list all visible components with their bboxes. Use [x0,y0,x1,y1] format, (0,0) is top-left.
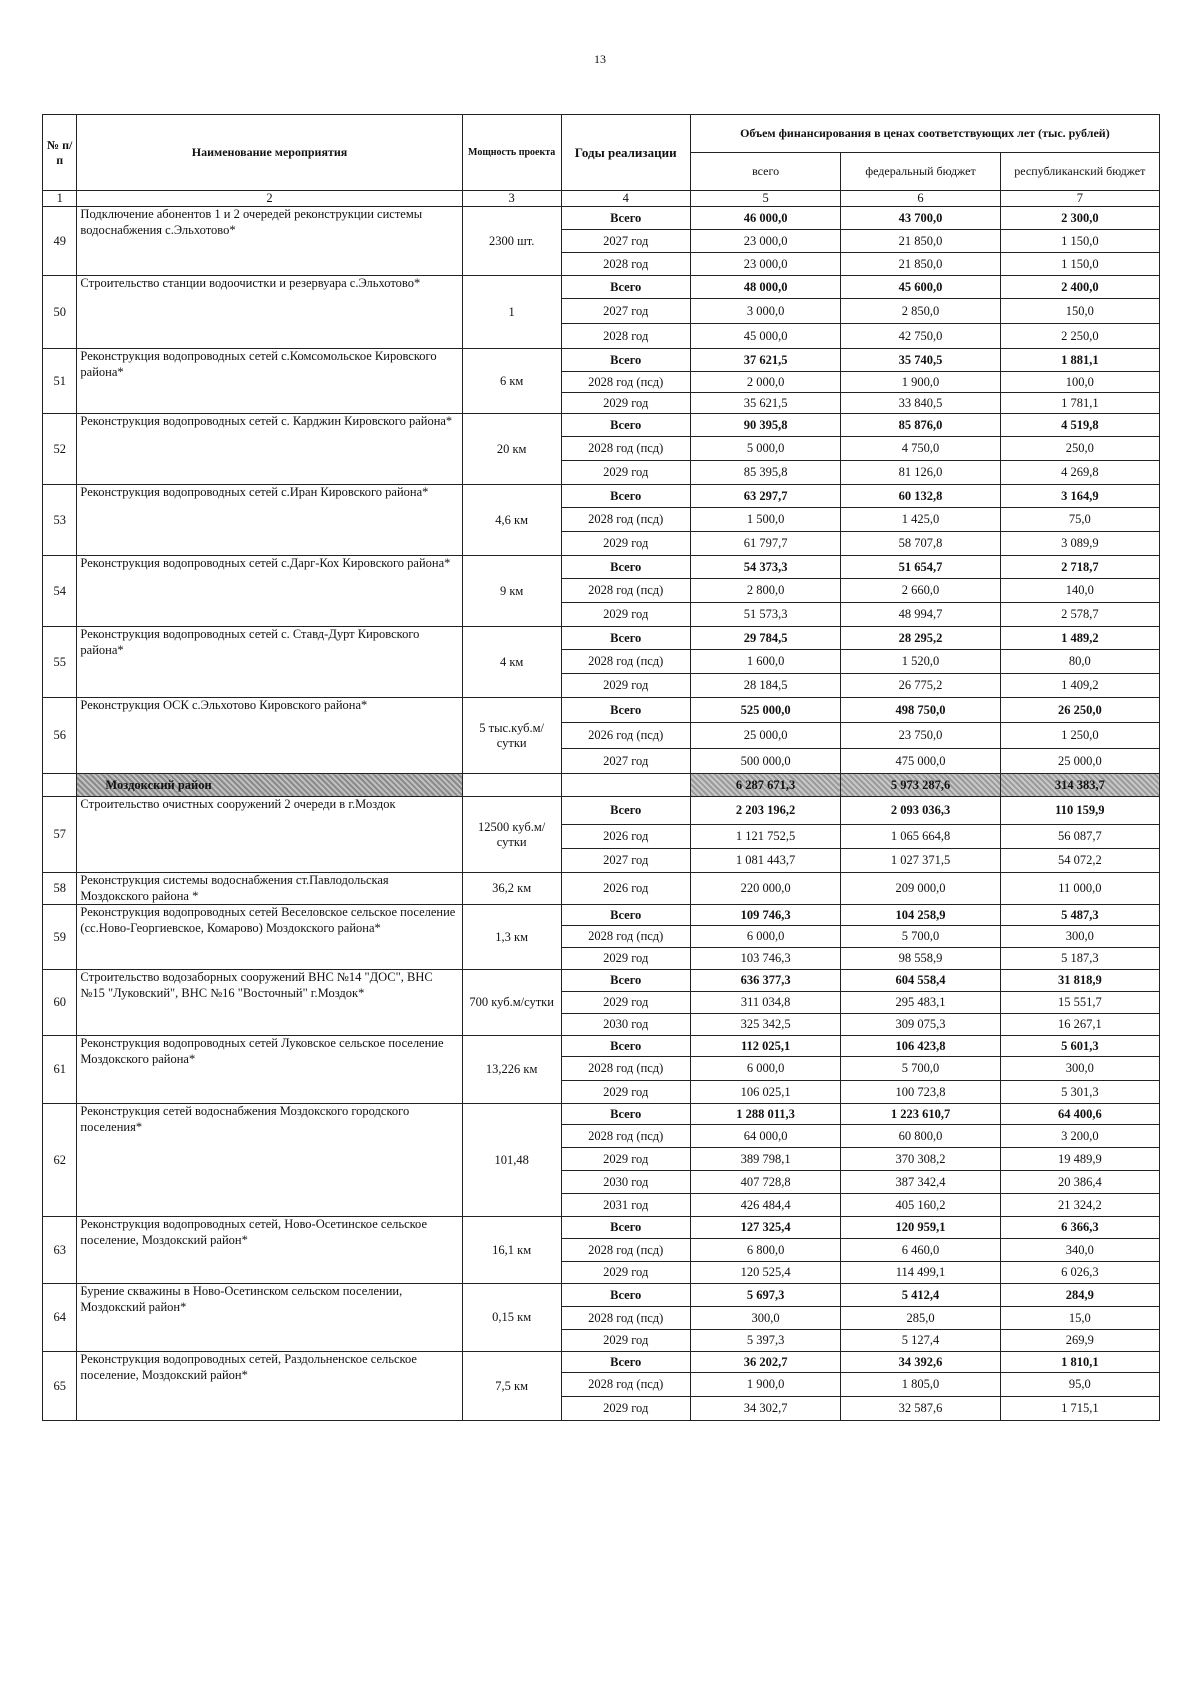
project-name: Реконструкция системы водоснабжения ст.Павлодольская Моздокского района * [77,873,462,905]
federal-cell: 32 587,6 [841,1397,1000,1421]
republic-cell: 20 386,4 [1000,1171,1159,1194]
year-cell: 2028 год (псд) [561,579,690,603]
table-row [43,1284,1160,1307]
table-row [43,1104,1160,1125]
column-index-row [43,191,1160,207]
total-cell: 525 000,0 [690,698,841,723]
project-number: 62 [43,1104,77,1217]
year-cell: 2027 год [561,749,690,774]
project-capacity: 2300 шт. [462,207,561,276]
project-capacity: 13,226 км [462,1036,561,1104]
year-cell: 2028 год (псд) [561,1373,690,1397]
year-cell: 2028 год (псд) [561,1307,690,1330]
project-name: Реконструкция ОСК с.Эльхотово Кировского района* [77,698,462,774]
year-cell: 2030 год [561,1171,690,1194]
federal-cell: 120 959,1 [841,1217,1000,1239]
total-cell: 325 342,5 [690,1014,841,1036]
total-cell: 1 121 752,5 [690,825,841,849]
header-capacity: Мощность проекта [462,115,561,191]
federal-cell: 114 499,1 [841,1262,1000,1284]
republic-cell: 2 400,0 [1000,276,1159,299]
project-capacity: 1 [462,276,561,349]
table-row [43,1352,1160,1373]
federal-cell: 26 775,2 [841,674,1000,698]
republic-cell: 6 366,3 [1000,1217,1159,1239]
header-total: всего [690,153,841,191]
total-cell: 103 746,3 [690,948,841,970]
page-number: 13 [594,52,606,66]
republic-cell: 15,0 [1000,1307,1159,1330]
header-years: Годы реализации [561,115,690,191]
year-cell: Всего [561,797,690,825]
total-cell: 90 395,8 [690,414,841,437]
project-capacity: 6 км [462,349,561,414]
project-capacity: 12500 куб.м/сутки [462,797,561,873]
republic-cell: 140,0 [1000,579,1159,603]
project-number: 64 [43,1284,77,1352]
year-cell: Всего [561,1284,690,1307]
project-capacity: 0,15 км [462,1284,561,1352]
total-cell: 23 000,0 [690,253,841,276]
year-cell: 2029 год [561,1081,690,1104]
republic-cell: 300,0 [1000,926,1159,948]
project-name: Реконструкция водопроводных сетей с.Комсомольское Кировского района* [77,349,462,414]
district-years-cell [561,774,690,797]
year-cell: 2028 год [561,324,690,349]
total-cell: 5 397,3 [690,1330,841,1352]
republic-cell: 80,0 [1000,650,1159,674]
project-number: 51 [43,349,77,414]
federal-cell: 2 850,0 [841,299,1000,324]
total-cell: 48 000,0 [690,276,841,299]
year-cell: 2028 год (псд) [561,1239,690,1262]
column-index: 4 [561,191,690,207]
column-index: 5 [690,191,841,207]
republic-cell: 300,0 [1000,1057,1159,1081]
year-cell: 2028 год (псд) [561,926,690,948]
project-number: 55 [43,627,77,698]
header-federal: федеральный бюджет [841,153,1000,191]
header-name: Наименование мероприятия [77,115,462,191]
total-cell: 6 000,0 [690,926,841,948]
republic-cell: 3 164,9 [1000,485,1159,508]
federal-cell: 1 520,0 [841,650,1000,674]
federal-cell: 34 392,6 [841,1352,1000,1373]
project-name: Бурение скважины в Ново-Осетинском сельском поселении, Моздокский район* [77,1284,462,1352]
project-number: 50 [43,276,77,349]
district-federal: 5 973 287,6 [841,774,1000,797]
header-num: № п/п [43,115,77,191]
federal-cell: 5 700,0 [841,926,1000,948]
year-cell: 2029 год [561,1397,690,1421]
project-name: Подключение абонентов 1 и 2 очередей реконструкции системы водоснабжения с.Эльхотово* [77,207,462,276]
year-cell: 2029 год [561,461,690,485]
republic-cell: 1 150,0 [1000,253,1159,276]
republic-cell: 1 810,1 [1000,1352,1159,1373]
table-row [43,873,1160,905]
table-row [43,276,1160,299]
year-cell: 2029 год [561,393,690,414]
total-cell: 36 202,7 [690,1352,841,1373]
republic-cell: 5 601,3 [1000,1036,1159,1057]
federal-cell: 100 723,8 [841,1081,1000,1104]
republic-cell: 1 781,1 [1000,393,1159,414]
republic-cell: 1 250,0 [1000,723,1159,749]
year-cell: 2029 год [561,532,690,556]
republic-cell: 5 487,3 [1000,905,1159,926]
total-cell: 220 000,0 [690,873,841,905]
republic-cell: 64 400,6 [1000,1104,1159,1125]
republic-cell: 21 324,2 [1000,1194,1159,1217]
year-cell: 2028 год (псд) [561,650,690,674]
project-capacity: 7,5 км [462,1352,561,1421]
total-cell: 3 000,0 [690,299,841,324]
total-cell: 5 697,3 [690,1284,841,1307]
total-cell: 35 621,5 [690,393,841,414]
federal-cell: 85 876,0 [841,414,1000,437]
project-name: Строительство станции водоочистки и резервуара с.Эльхотово* [77,276,462,349]
project-number: 57 [43,797,77,873]
total-cell: 28 184,5 [690,674,841,698]
total-cell: 109 746,3 [690,905,841,926]
table-row [43,485,1160,508]
republic-cell: 11 000,0 [1000,873,1159,905]
year-cell: Всего [561,627,690,650]
project-name: Реконструкция водопроводных сетей с. Карджин Кировского района* [77,414,462,485]
federal-cell: 498 750,0 [841,698,1000,723]
table-row [43,698,1160,723]
project-name: Реконструкция водопроводных сетей Веселовское сельское поселение (сс.Ново-Георгиевское, Комарово) Моздокского района* [77,905,462,970]
federal-cell: 387 342,4 [841,1171,1000,1194]
year-cell: Всего [561,1036,690,1057]
table-row [43,627,1160,650]
total-cell: 500 000,0 [690,749,841,774]
project-name: Реконструкция водопроводных сетей с.Иран Кировского района* [77,485,462,556]
year-cell: 2028 год (псд) [561,372,690,393]
republic-cell: 2 578,7 [1000,603,1159,627]
total-cell: 45 000,0 [690,324,841,349]
republic-cell: 2 300,0 [1000,207,1159,230]
republic-cell: 4 269,8 [1000,461,1159,485]
project-capacity: 5 тыс.куб.м/сутки [462,698,561,774]
project-number: 53 [43,485,77,556]
federal-cell: 21 850,0 [841,230,1000,253]
project-name: Строительство водозаборных сооружений ВНС №14 "ДОС", ВНС №15 "Луковский", ВНС №16 "Восточный" г.Моздок* [77,970,462,1036]
total-cell: 426 484,4 [690,1194,841,1217]
project-capacity: 4,6 км [462,485,561,556]
district-row [43,774,1160,797]
republic-cell: 4 519,8 [1000,414,1159,437]
republic-cell: 2 250,0 [1000,324,1159,349]
total-cell: 34 302,7 [690,1397,841,1421]
project-name: Реконструкция водопроводных сетей, Ново-Осетинское сельское поселение, Моздокский район* [77,1217,462,1284]
federal-cell: 28 295,2 [841,627,1000,650]
project-number: 54 [43,556,77,627]
total-cell: 85 395,8 [690,461,841,485]
federal-cell: 285,0 [841,1307,1000,1330]
total-cell: 2 203 196,2 [690,797,841,825]
year-cell: 2028 год (псд) [561,508,690,532]
year-cell: 2026 год [561,825,690,849]
year-cell: 2027 год [561,299,690,324]
republic-cell: 56 087,7 [1000,825,1159,849]
total-cell: 54 373,3 [690,556,841,579]
republic-cell: 25 000,0 [1000,749,1159,774]
federal-cell: 106 423,8 [841,1036,1000,1057]
total-cell: 2 800,0 [690,579,841,603]
federal-cell: 405 160,2 [841,1194,1000,1217]
project-name: Реконструкция водопроводных сетей Луковское сельское поселение Моздокского района* [77,1036,462,1104]
year-cell: 2030 год [561,1014,690,1036]
district-name: Моздокский район [77,774,462,797]
federal-cell: 6 460,0 [841,1239,1000,1262]
year-cell: Всего [561,1217,690,1239]
republic-cell: 3 089,9 [1000,532,1159,556]
project-number: 49 [43,207,77,276]
total-cell: 63 297,7 [690,485,841,508]
project-capacity: 16,1 км [462,1217,561,1284]
federal-cell: 1 805,0 [841,1373,1000,1397]
republic-cell: 5 187,3 [1000,948,1159,970]
project-number: 58 [43,873,77,905]
federal-cell: 5 700,0 [841,1057,1000,1081]
year-cell: Всего [561,1352,690,1373]
federal-cell: 45 600,0 [841,276,1000,299]
total-cell: 1 081 443,7 [690,849,841,873]
project-capacity: 20 км [462,414,561,485]
federal-cell: 2 660,0 [841,579,1000,603]
year-cell: Всего [561,970,690,992]
total-cell: 25 000,0 [690,723,841,749]
total-cell: 112 025,1 [690,1036,841,1057]
republic-cell: 110 159,9 [1000,797,1159,825]
federal-cell: 51 654,7 [841,556,1000,579]
federal-cell: 2 093 036,3 [841,797,1000,825]
project-name: Реконструкция водопроводных сетей, Раздольненское сельское поселение, Моздокский район* [77,1352,462,1421]
total-cell: 120 525,4 [690,1262,841,1284]
year-cell: Всего [561,905,690,926]
republic-cell: 26 250,0 [1000,698,1159,723]
total-cell: 37 621,5 [690,349,841,372]
federal-cell: 23 750,0 [841,723,1000,749]
federal-cell: 81 126,0 [841,461,1000,485]
year-cell: 2028 год (псд) [561,1057,690,1081]
republic-cell: 5 301,3 [1000,1081,1159,1104]
district-num-cell [43,774,77,797]
total-cell: 106 025,1 [690,1081,841,1104]
republic-cell: 54 072,2 [1000,849,1159,873]
republic-cell: 269,9 [1000,1330,1159,1352]
year-cell: Всего [561,556,690,579]
federal-cell: 604 558,4 [841,970,1000,992]
federal-cell: 42 750,0 [841,324,1000,349]
year-cell: Всего [561,349,690,372]
federal-cell: 60 800,0 [841,1125,1000,1148]
federal-cell: 1 065 664,8 [841,825,1000,849]
federal-cell: 48 994,7 [841,603,1000,627]
table-row [43,556,1160,579]
total-cell: 1 600,0 [690,650,841,674]
project-capacity: 36,2 км [462,873,561,905]
total-cell: 1 288 011,3 [690,1104,841,1125]
project-number: 63 [43,1217,77,1284]
table-row [43,349,1160,372]
year-cell: 2028 год [561,253,690,276]
year-cell: Всего [561,276,690,299]
republic-cell: 31 818,9 [1000,970,1159,992]
federal-cell: 60 132,8 [841,485,1000,508]
federal-cell: 35 740,5 [841,349,1000,372]
republic-cell: 1 150,0 [1000,230,1159,253]
federal-cell: 370 308,2 [841,1148,1000,1171]
total-cell: 127 325,4 [690,1217,841,1239]
republic-cell: 1 881,1 [1000,349,1159,372]
federal-cell: 1 027 371,5 [841,849,1000,873]
republic-cell: 284,9 [1000,1284,1159,1307]
year-cell: 2027 год [561,230,690,253]
project-capacity: 1,3 км [462,905,561,970]
total-cell: 64 000,0 [690,1125,841,1148]
column-index: 2 [77,191,462,207]
project-number: 61 [43,1036,77,1104]
year-cell: 2029 год [561,992,690,1014]
header-funding: Объем финансирования в ценах соответствующих лет (тыс. рублей) [690,115,1159,153]
district-capacity-cell [462,774,561,797]
republic-cell: 1 409,2 [1000,674,1159,698]
year-cell: 2029 год [561,603,690,627]
republic-cell: 16 267,1 [1000,1014,1159,1036]
republic-cell: 3 200,0 [1000,1125,1159,1148]
republic-cell: 2 718,7 [1000,556,1159,579]
federal-cell: 5 412,4 [841,1284,1000,1307]
federal-cell: 309 075,3 [841,1014,1000,1036]
republic-cell: 19 489,9 [1000,1148,1159,1171]
republic-cell: 15 551,7 [1000,992,1159,1014]
total-cell: 1 500,0 [690,508,841,532]
project-name: Реконструкция водопроводных сетей с. Ставд-Дурт Кировского района* [77,627,462,698]
district-total: 6 287 671,3 [690,774,841,797]
republic-cell: 150,0 [1000,299,1159,324]
project-capacity: 700 куб.м/сутки [462,970,561,1036]
project-capacity: 4 км [462,627,561,698]
federal-cell: 43 700,0 [841,207,1000,230]
total-cell: 6 800,0 [690,1239,841,1262]
total-cell: 300,0 [690,1307,841,1330]
federal-cell: 21 850,0 [841,253,1000,276]
republic-cell: 1 715,1 [1000,1397,1159,1421]
federal-cell: 33 840,5 [841,393,1000,414]
project-number: 60 [43,970,77,1036]
column-index: 1 [43,191,77,207]
total-cell: 29 784,5 [690,627,841,650]
year-cell: Всего [561,1104,690,1125]
project-capacity: 101,48 [462,1104,561,1217]
funding-table [42,114,1160,1421]
federal-cell: 98 558,9 [841,948,1000,970]
table-row [43,1217,1160,1239]
federal-cell: 1 425,0 [841,508,1000,532]
table-row [43,970,1160,992]
total-cell: 311 034,8 [690,992,841,1014]
table-row [43,414,1160,437]
year-cell: 2029 год [561,674,690,698]
year-cell: 2028 год (псд) [561,437,690,461]
year-cell: 2029 год [561,1148,690,1171]
republic-cell: 1 489,2 [1000,627,1159,650]
project-name: Строительство очистных сооружений 2 очереди в г.Моздок [77,797,462,873]
year-cell: 2029 год [561,948,690,970]
year-cell: 2026 год (псд) [561,723,690,749]
table-row [43,797,1160,825]
project-name: Реконструкция водопроводных сетей с.Дарг-Кох Кировского района* [77,556,462,627]
federal-cell: 475 000,0 [841,749,1000,774]
republic-cell: 95,0 [1000,1373,1159,1397]
republic-cell: 250,0 [1000,437,1159,461]
republic-cell: 6 026,3 [1000,1262,1159,1284]
year-cell: 2027 год [561,849,690,873]
year-cell: Всего [561,698,690,723]
total-cell: 389 798,1 [690,1148,841,1171]
total-cell: 23 000,0 [690,230,841,253]
header-republic: республиканский бюджет [1000,153,1159,191]
year-cell: 2028 год (псд) [561,1125,690,1148]
column-index: 6 [841,191,1000,207]
year-cell: 2029 год [561,1330,690,1352]
column-index: 3 [462,191,561,207]
year-cell: Всего [561,207,690,230]
total-cell: 6 000,0 [690,1057,841,1081]
table-row [43,207,1160,230]
table-row [43,905,1160,926]
republic-cell: 340,0 [1000,1239,1159,1262]
total-cell: 61 797,7 [690,532,841,556]
total-cell: 1 900,0 [690,1373,841,1397]
total-cell: 407 728,8 [690,1171,841,1194]
project-name: Реконструкция сетей водоснабжения Моздокского городского поселения* [77,1104,462,1217]
year-cell: Всего [561,485,690,508]
district-republic: 314 383,7 [1000,774,1159,797]
federal-cell: 1 223 610,7 [841,1104,1000,1125]
project-capacity: 9 км [462,556,561,627]
total-cell: 51 573,3 [690,603,841,627]
republic-cell: 100,0 [1000,372,1159,393]
project-number: 56 [43,698,77,774]
year-cell: 2026 год [561,873,690,905]
total-cell: 2 000,0 [690,372,841,393]
column-index: 7 [1000,191,1159,207]
project-number: 52 [43,414,77,485]
total-cell: 46 000,0 [690,207,841,230]
year-cell: Всего [561,414,690,437]
federal-cell: 4 750,0 [841,437,1000,461]
republic-cell: 75,0 [1000,508,1159,532]
total-cell: 5 000,0 [690,437,841,461]
federal-cell: 58 707,8 [841,532,1000,556]
federal-cell: 104 258,9 [841,905,1000,926]
year-cell: 2029 год [561,1262,690,1284]
federal-cell: 209 000,0 [841,873,1000,905]
year-cell: 2031 год [561,1194,690,1217]
project-number: 65 [43,1352,77,1421]
total-cell: 636 377,3 [690,970,841,992]
federal-cell: 1 900,0 [841,372,1000,393]
project-number: 59 [43,905,77,970]
federal-cell: 5 127,4 [841,1330,1000,1352]
federal-cell: 295 483,1 [841,992,1000,1014]
table-row [43,1036,1160,1057]
